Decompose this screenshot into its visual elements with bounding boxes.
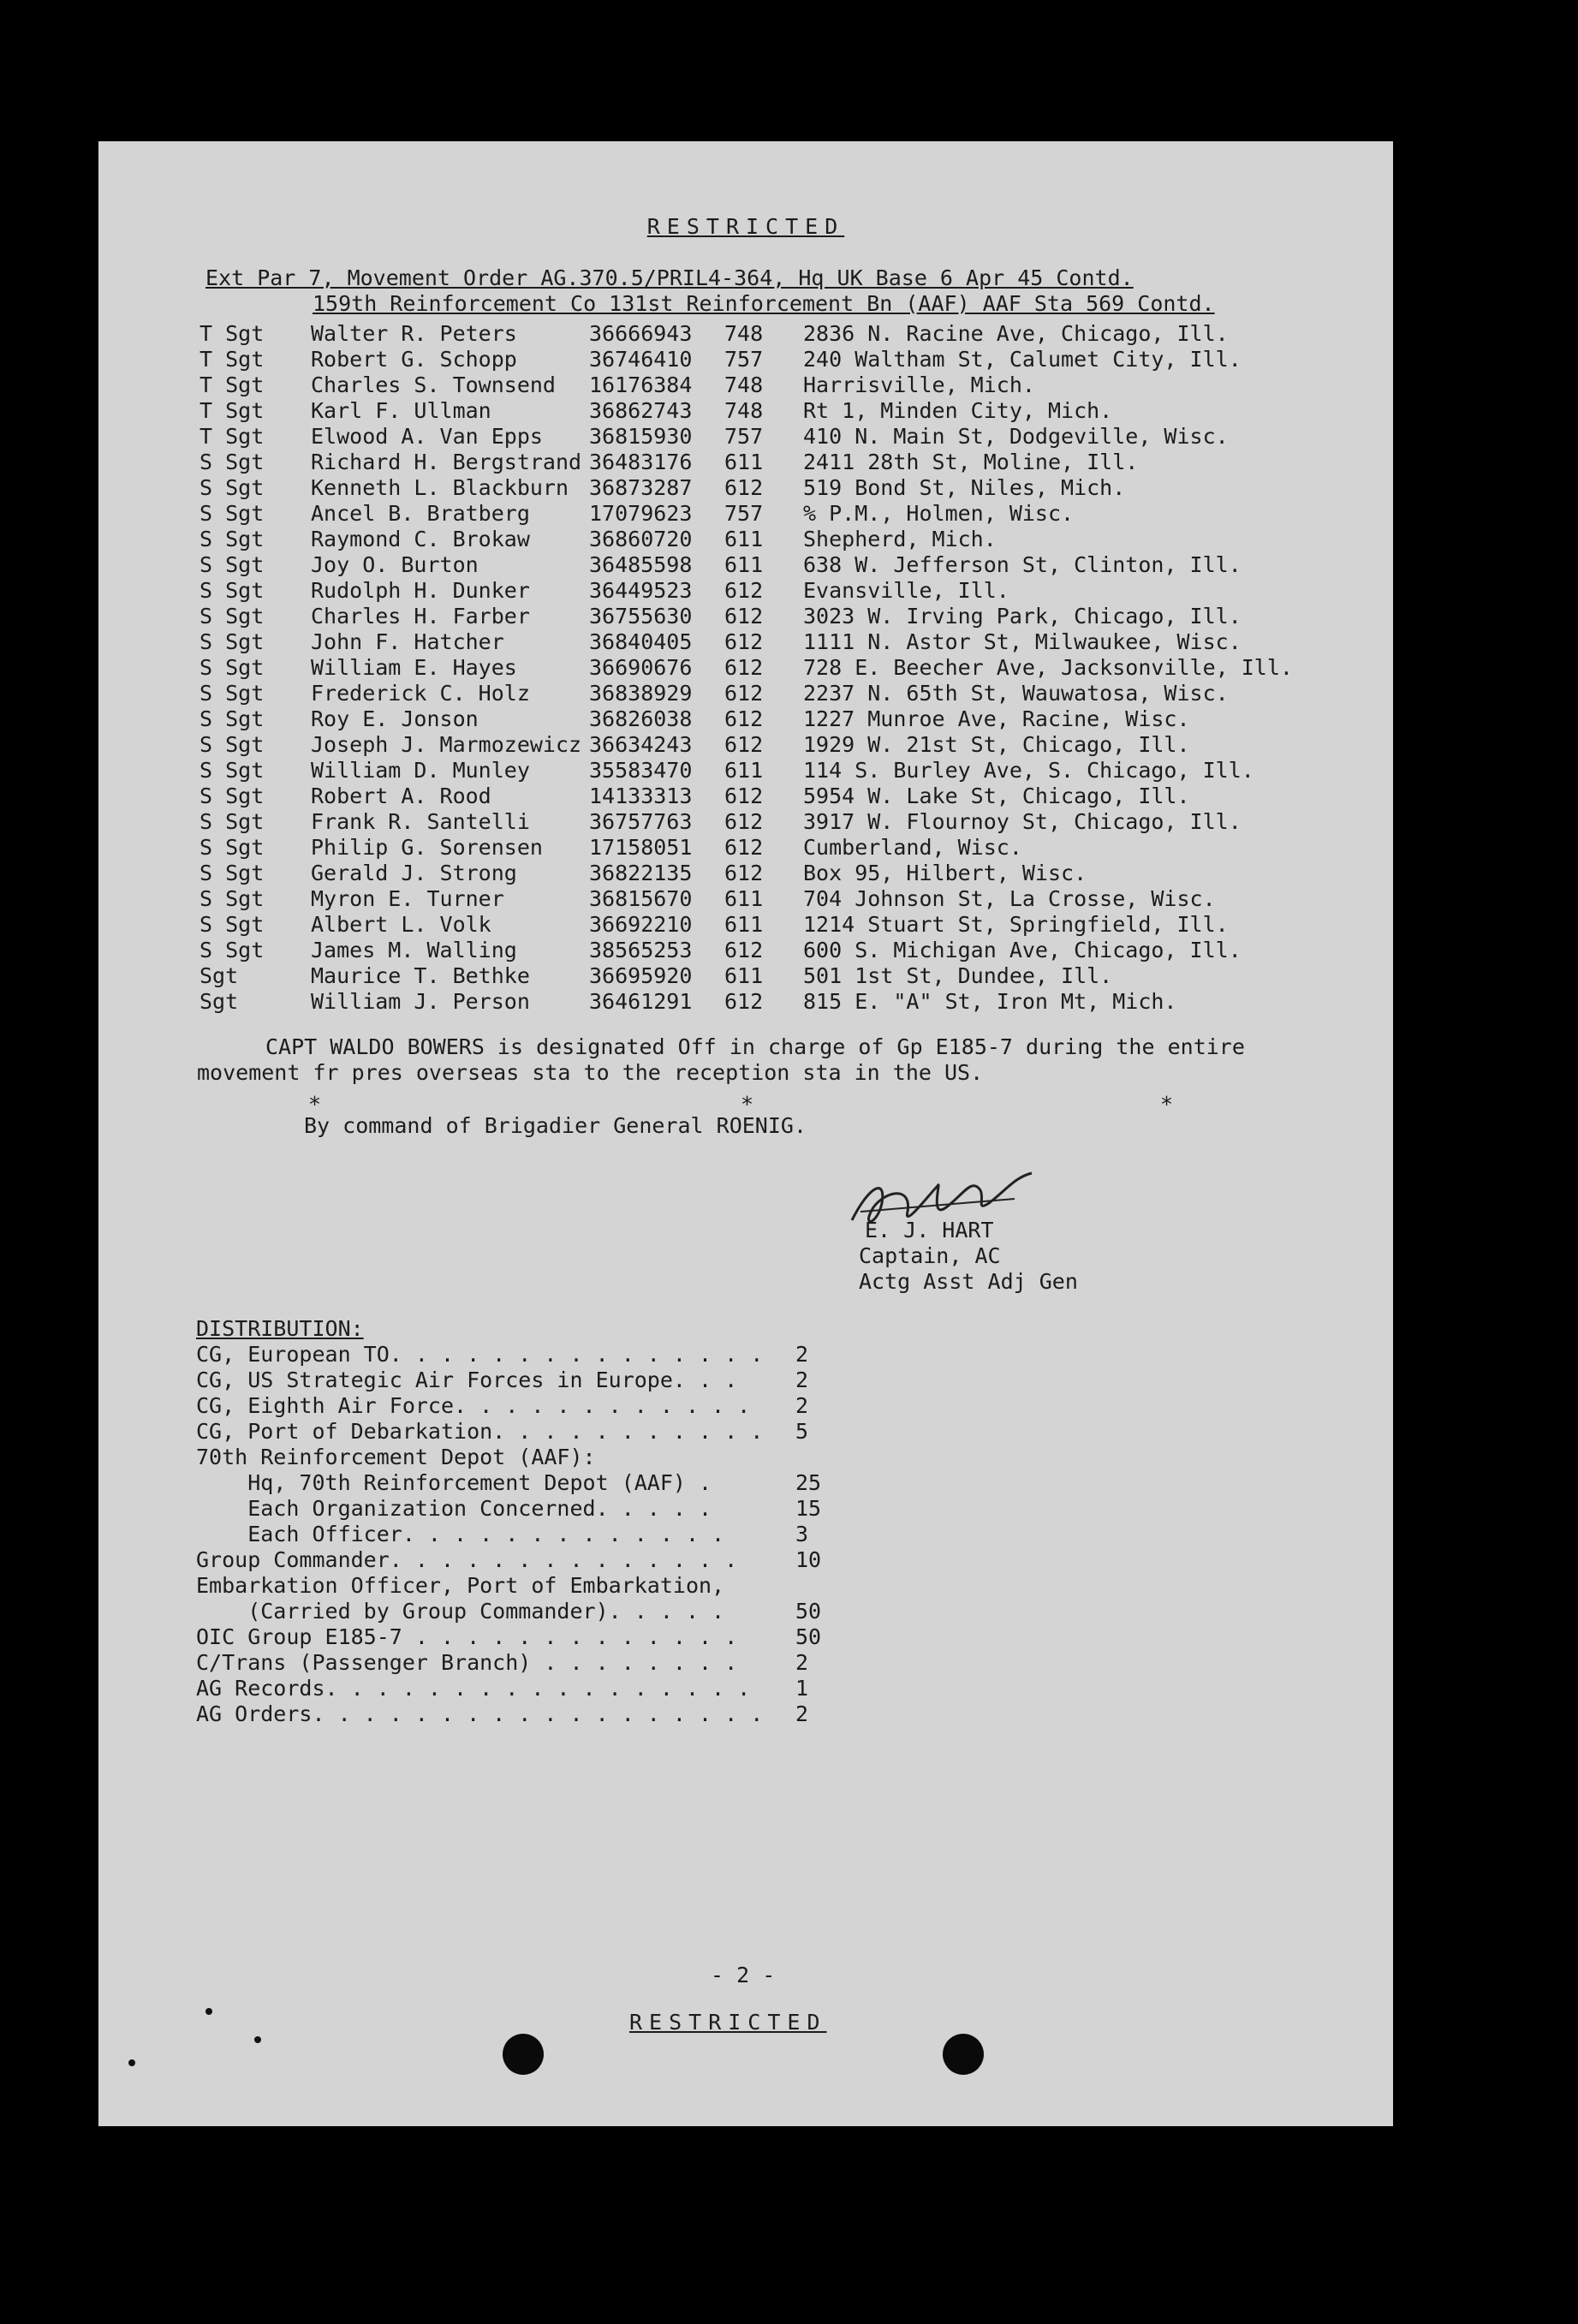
document-page: [98, 141, 1393, 2126]
roster-address: Box 95, Hilbert, Wisc.: [803, 861, 1087, 885]
roster-code: 611: [724, 963, 764, 988]
roster-code: 612: [724, 938, 764, 962]
roster-name: Myron E. Turner: [311, 886, 504, 911]
designation-line-2: movement fr pres overseas sta to the reception sta in the US.: [197, 1060, 984, 1085]
roster-rank: S Sgt: [199, 629, 265, 654]
roster-rank: S Sgt: [199, 861, 265, 885]
roster-address: Evansville, Ill.: [803, 578, 1009, 603]
distribution-row: [196, 1624, 821, 1650]
roster-address: 501 1st St, Dundee, Ill.: [803, 963, 1113, 988]
classification-header: RESTRICTED: [646, 214, 845, 239]
roster-name: Elwood A. Van Epps: [311, 424, 543, 449]
roster-address: 3023 W. Irving Park, Chicago, Ill.: [803, 604, 1242, 629]
roster-address: 1227 Munroe Ave, Racine, Wisc.: [803, 706, 1190, 731]
roster-address: 5954 W. Lake St, Chicago, Ill.: [803, 784, 1190, 808]
distribution-recipient: OIC Group E185-7 . . . . . . . . . . . . .: [196, 1624, 738, 1649]
roster-row: [199, 809, 1334, 835]
distribution-recipient: CG, European TO. . . . . . . . . . . . . . .: [196, 1342, 764, 1367]
roster-rank: Sgt: [199, 989, 239, 1014]
distribution-row: [196, 1676, 821, 1701]
roster-rank: S Sgt: [199, 809, 265, 834]
roster-name: William J. Person: [311, 989, 530, 1014]
distribution-recipient: CG, US Strategic Air Forces in Europe. . .: [196, 1368, 738, 1392]
distribution-copies: 10: [795, 1547, 822, 1572]
distribution-title: DISTRIBUTION:: [196, 1316, 364, 1341]
roster-row: [199, 681, 1334, 706]
distribution-row: [196, 1547, 821, 1573]
roster-address: 1214 Stuart St, Springfield, Ill.: [803, 912, 1229, 937]
roster-code: 611: [724, 912, 764, 937]
roster-row: [199, 629, 1334, 655]
roster-address: Cumberland, Wisc.: [803, 835, 1022, 860]
roster-code: 612: [724, 706, 764, 731]
roster-address: Harrisville, Mich.: [803, 372, 1035, 397]
distribution-copies: 15: [795, 1496, 822, 1521]
roster-address: 519 Bond St, Niles, Mich.: [803, 475, 1126, 500]
asterisk-right: *: [1160, 1092, 1174, 1117]
distribution-copies: 50: [795, 1624, 822, 1649]
roster-row: [199, 706, 1334, 732]
signature-rank: Captain, AC: [859, 1243, 1001, 1268]
roster-rank: S Sgt: [199, 912, 265, 937]
roster-row: [199, 527, 1334, 552]
roster-serial: 36695920: [589, 963, 693, 988]
roster-name: Karl F. Ullman: [311, 398, 491, 423]
designation-line-1: CAPT WALDO BOWERS is designated Off in charge of Gp E185-7 during the entire: [265, 1034, 1245, 1059]
distribution-recipient: Each Officer. . . . . . . . . . . . .: [196, 1522, 725, 1546]
distribution-recipient: Group Commander. . . . . . . . . . . . . .: [196, 1547, 738, 1572]
roster-name: Charles S. Townsend: [311, 372, 556, 397]
roster-rank: T Sgt: [199, 424, 265, 449]
paper-speck: [205, 2008, 212, 2015]
distribution-copies: 1: [795, 1676, 809, 1701]
paper-speck: [254, 2036, 261, 2043]
roster-serial: 36840405: [589, 629, 693, 654]
roster-address: Rt 1, Minden City, Mich.: [803, 398, 1113, 423]
distribution-copies: 50: [795, 1599, 822, 1624]
roster-code: 612: [724, 629, 764, 654]
roster-serial: 36815670: [589, 886, 693, 911]
roster-name: Charles H. Farber: [311, 604, 530, 629]
distribution-copies: [795, 1573, 821, 1599]
roster-row: [199, 989, 1334, 1015]
roster-code: 611: [724, 527, 764, 551]
roster-address: 1929 W. 21st St, Chicago, Ill.: [803, 732, 1190, 757]
roster-rank: Sgt: [199, 963, 239, 988]
roster-code: 611: [724, 552, 764, 577]
roster-code: 612: [724, 732, 764, 757]
roster-serial: 36692210: [589, 912, 693, 937]
roster-code: 612: [724, 475, 764, 500]
distribution-copies: 2: [795, 1650, 809, 1675]
roster-rank: S Sgt: [199, 784, 265, 808]
roster-name: Robert G. Schopp: [311, 347, 517, 372]
roster-address: 3917 W. Flournoy St, Chicago, Ill.: [803, 809, 1242, 834]
roster-name: Philip G. Sorensen: [311, 835, 543, 860]
distribution-recipient: AG Orders. . . . . . . . . . . . . . . . . .: [196, 1701, 764, 1726]
roster-serial: 35583470: [589, 758, 693, 783]
roster-row: [199, 732, 1334, 758]
roster-code: 611: [724, 450, 764, 474]
roster-name: Roy E. Jonson: [311, 706, 479, 731]
roster-address: 638 W. Jefferson St, Clinton, Ill.: [803, 552, 1242, 577]
roster-address: 815 E. "A" St, Iron Mt, Mich.: [803, 989, 1177, 1014]
roster-row: [199, 886, 1334, 912]
roster-name: Kenneth L. Blackburn: [311, 475, 569, 500]
roster-serial: 16176384: [589, 372, 693, 397]
distribution-row: [196, 1470, 821, 1496]
distribution-recipient: (Carried by Group Commander). . . . .: [196, 1599, 725, 1624]
personnel-roster: [199, 321, 1334, 1015]
roster-serial: 36826038: [589, 706, 693, 731]
roster-row: [199, 784, 1334, 809]
roster-code: 612: [724, 604, 764, 629]
roster-code: 612: [724, 655, 764, 680]
roster-row: [199, 758, 1334, 784]
roster-serial: 36873287: [589, 475, 693, 500]
roster-row: [199, 450, 1334, 475]
roster-address: 114 S. Burley Ave, S. Chicago, Ill.: [803, 758, 1254, 783]
roster-row: [199, 321, 1334, 347]
roster-address: % P.M., Holmen, Wisc.: [803, 501, 1075, 526]
roster-code: 612: [724, 861, 764, 885]
distribution-recipient: Embarkation Officer, Port of Embarkation,: [196, 1573, 725, 1598]
roster-serial: 36862743: [589, 398, 693, 423]
roster-row: [199, 912, 1334, 938]
distribution-row: [196, 1445, 821, 1470]
roster-serial: 36822135: [589, 861, 693, 885]
roster-address: 240 Waltham St, Calumet City, Ill.: [803, 347, 1242, 372]
distribution-copies: 5: [795, 1419, 809, 1444]
roster-name: Rudolph H. Dunker: [311, 578, 530, 603]
roster-rank: S Sgt: [199, 475, 265, 500]
distribution-copies: 3: [795, 1522, 809, 1546]
punch-hole-right: [943, 2034, 984, 2075]
distribution-recipient: C/Trans (Passenger Branch) . . . . . . . .: [196, 1650, 738, 1675]
command-line: By command of Brigadier General ROENIG.: [304, 1113, 807, 1138]
roster-address: Shepherd, Mich.: [803, 527, 997, 551]
roster-rank: T Sgt: [199, 398, 265, 423]
distribution-row: [196, 1419, 821, 1445]
roster-code: 612: [724, 578, 764, 603]
roster-address: 2836 N. Racine Ave, Chicago, Ill.: [803, 321, 1229, 346]
roster-row: [199, 938, 1334, 963]
distribution-copies: 2: [795, 1368, 809, 1392]
roster-rank: S Sgt: [199, 758, 265, 783]
roster-serial: 36838929: [589, 681, 693, 706]
roster-rank: S Sgt: [199, 655, 265, 680]
classification-footer: RESTRICTED: [629, 2010, 827, 2035]
roster-rank: S Sgt: [199, 732, 265, 757]
roster-address: 704 Johnson St, La Crosse, Wisc.: [803, 886, 1216, 911]
roster-serial: 36666943: [589, 321, 693, 346]
roster-name: John F. Hatcher: [311, 629, 504, 654]
distribution-row: [196, 1342, 821, 1368]
roster-rank: S Sgt: [199, 681, 265, 706]
roster-name: Raymond C. Brokaw: [311, 527, 530, 551]
roster-serial: 36690676: [589, 655, 693, 680]
roster-address: 1111 N. Astor St, Milwaukee, Wisc.: [803, 629, 1242, 654]
roster-rank: S Sgt: [199, 706, 265, 731]
distribution-row: [196, 1522, 821, 1547]
roster-address: 728 E. Beecher Ave, Jacksonville, Ill.: [803, 655, 1293, 680]
roster-address: 2411 28th St, Moline, Ill.: [803, 450, 1139, 474]
distribution-row: [196, 1496, 821, 1522]
roster-name: Robert A. Rood: [311, 784, 491, 808]
roster-code: 612: [724, 989, 764, 1014]
distribution-row: [196, 1650, 821, 1676]
roster-rank: S Sgt: [199, 552, 265, 577]
roster-code: 612: [724, 681, 764, 706]
distribution-copies: 2: [795, 1393, 809, 1418]
distribution-copies: 2: [795, 1701, 809, 1726]
roster-code: 757: [724, 424, 764, 449]
roster-name: William E. Hayes: [311, 655, 517, 680]
roster-serial: 38565253: [589, 938, 693, 962]
signature-title: Actg Asst Adj Gen: [859, 1269, 1078, 1294]
roster-row: [199, 963, 1334, 989]
roster-row: [199, 424, 1334, 450]
roster-serial: 14133313: [589, 784, 693, 808]
distribution-copies: 25: [795, 1470, 822, 1495]
roster-rank: S Sgt: [199, 578, 265, 603]
roster-rank: S Sgt: [199, 938, 265, 962]
distribution-row: [196, 1599, 821, 1624]
roster-rank: T Sgt: [199, 347, 265, 372]
roster-serial: 36483176: [589, 450, 693, 474]
roster-name: Richard H. Bergstrand: [311, 450, 582, 474]
roster-address: 410 N. Main St, Dodgeville, Wisc.: [803, 424, 1229, 449]
roster-name: Gerald J. Strong: [311, 861, 517, 885]
roster-serial: 36449523: [589, 578, 693, 603]
roster-code: 611: [724, 758, 764, 783]
roster-address: 2237 N. 65th St, Wauwatosa, Wisc.: [803, 681, 1229, 706]
roster-row: [199, 861, 1334, 886]
roster-row: [199, 578, 1334, 604]
roster-name: William D. Munley: [311, 758, 530, 783]
roster-row: [199, 398, 1334, 424]
roster-row: [199, 655, 1334, 681]
roster-serial: 36755630: [589, 604, 693, 629]
distribution-recipient: Hq, 70th Reinforcement Depot (AAF) .: [196, 1470, 712, 1495]
roster-rank: S Sgt: [199, 604, 265, 629]
roster-name: Walter R. Peters: [311, 321, 517, 346]
signature-name: E. J. HART: [865, 1218, 994, 1242]
roster-address: 600 S. Michigan Ave, Chicago, Ill.: [803, 938, 1242, 962]
roster-name: Frank R. Santelli: [311, 809, 530, 834]
distribution-row: [196, 1393, 821, 1419]
roster-row: [199, 552, 1334, 578]
roster-name: Frederick C. Holz: [311, 681, 530, 706]
asterisk-center: *: [741, 1092, 754, 1117]
roster-code: 757: [724, 347, 764, 372]
roster-serial: 36746410: [589, 347, 693, 372]
roster-serial: 36860720: [589, 527, 693, 551]
distribution-list: [196, 1342, 821, 1727]
distribution-row: [196, 1701, 821, 1727]
distribution-recipient: Each Organization Concerned. . . . .: [196, 1496, 712, 1521]
roster-rank: S Sgt: [199, 501, 265, 526]
asterisk-left: *: [308, 1092, 322, 1117]
roster-row: [199, 372, 1334, 398]
roster-rank: S Sgt: [199, 886, 265, 911]
roster-serial: 36815930: [589, 424, 693, 449]
roster-code: 748: [724, 398, 764, 423]
roster-name: Joseph J. Marmozewicz: [311, 732, 582, 757]
distribution-row: [196, 1368, 821, 1393]
distribution-copies: [795, 1445, 821, 1470]
roster-name: James M. Walling: [311, 938, 517, 962]
roster-serial: 17158051: [589, 835, 693, 860]
roster-serial: 17079623: [589, 501, 693, 526]
roster-rank: T Sgt: [199, 372, 265, 397]
roster-code: 748: [724, 372, 764, 397]
roster-serial: 36634243: [589, 732, 693, 757]
distribution-recipient: 70th Reinforcement Depot (AAF):: [196, 1445, 596, 1469]
roster-code: 612: [724, 809, 764, 834]
roster-name: Joy O. Burton: [311, 552, 479, 577]
roster-rank: S Sgt: [199, 527, 265, 551]
roster-row: [199, 475, 1334, 501]
distribution-copies: 2: [795, 1342, 809, 1367]
punch-hole-left: [503, 2034, 544, 2075]
roster-serial: 36461291: [589, 989, 693, 1014]
roster-serial: 36757763: [589, 809, 693, 834]
distribution-recipient: AG Records. . . . . . . . . . . . . . . . .: [196, 1676, 751, 1701]
distribution-row: [196, 1573, 821, 1599]
roster-name: Maurice T. Bethke: [311, 963, 530, 988]
roster-code: 611: [724, 886, 764, 911]
paper-speck: [128, 2059, 135, 2066]
roster-name: Ancel B. Bratberg: [311, 501, 530, 526]
roster-row: [199, 835, 1334, 861]
roster-rank: T Sgt: [199, 321, 265, 346]
roster-row: [199, 347, 1334, 372]
roster-serial: 36485598: [589, 552, 693, 577]
unit-line: 159th Reinforcement Co 131st Reinforcement Bn (AAF) AAF Sta 569 Contd.: [313, 291, 1215, 316]
roster-code: 612: [724, 784, 764, 808]
roster-code: 748: [724, 321, 764, 346]
roster-rank: S Sgt: [199, 835, 265, 860]
roster-rank: S Sgt: [199, 450, 265, 474]
page-number: - 2 -: [711, 1963, 776, 1987]
roster-row: [199, 604, 1334, 629]
distribution-recipient: CG, Port of Debarkation. . . . . . . . . . .: [196, 1419, 764, 1444]
roster-code: 757: [724, 501, 764, 526]
distribution-recipient: CG, Eighth Air Force. . . . . . . . . . . .: [196, 1393, 751, 1418]
order-reference: Ext Par 7, Movement Order AG.370.5/PRIL4-364, Hq UK Base 6 Apr 45 Contd.: [205, 265, 1134, 290]
roster-code: 612: [724, 835, 764, 860]
roster-name: Albert L. Volk: [311, 912, 491, 937]
roster-row: [199, 501, 1334, 527]
